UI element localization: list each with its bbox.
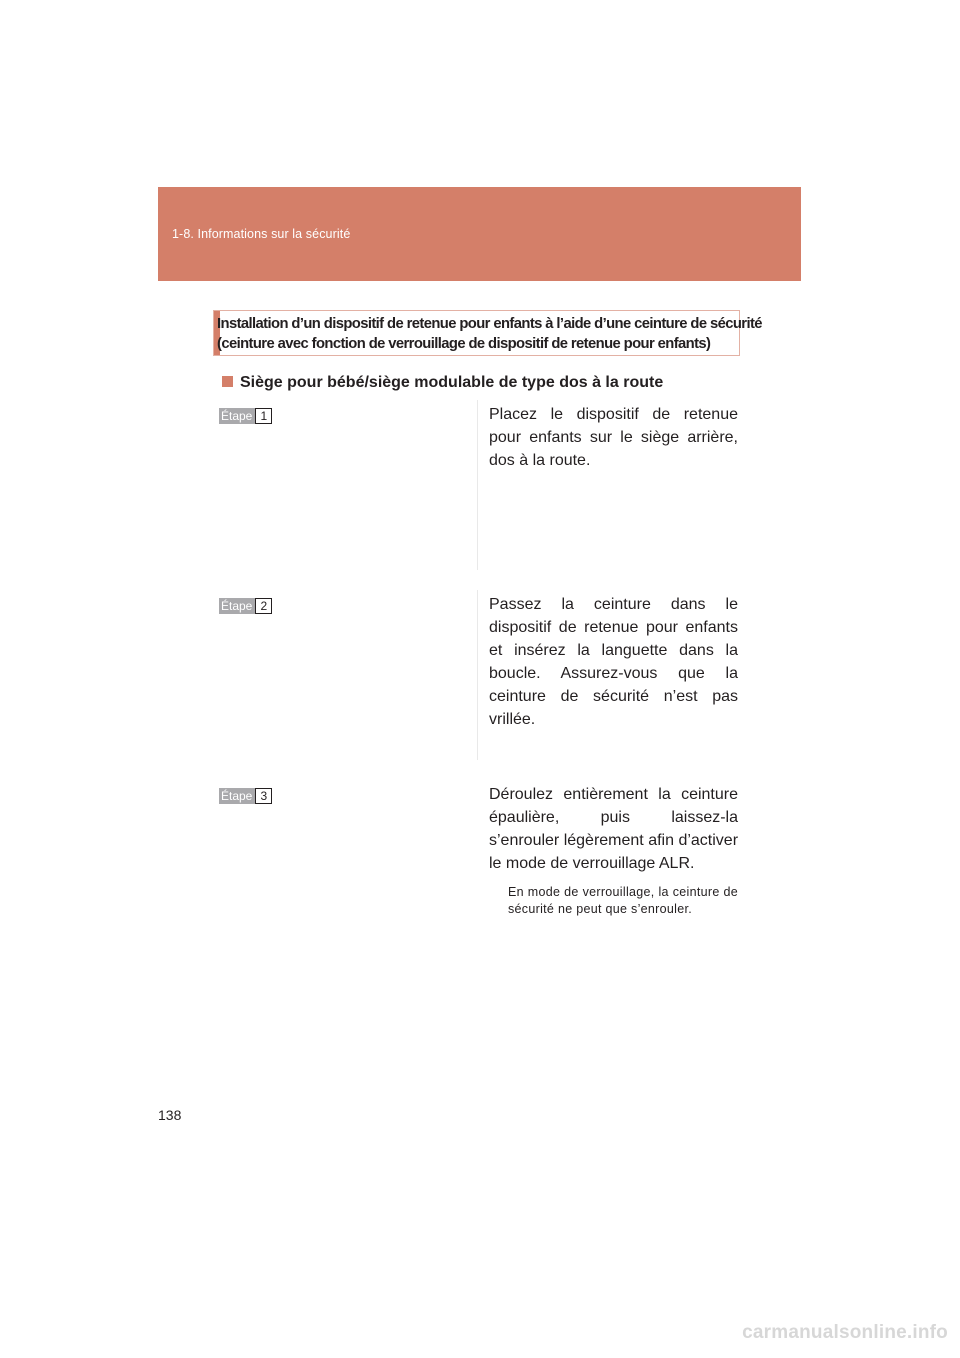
step-3-label: Étape <box>219 788 255 804</box>
step-3-text: Déroulez entièrement la ceinture épaulière, puis laissez-la s’enrouler légèrement afin d’activer le mode de verrouillage ALR. <box>489 786 739 872</box>
step-2-divider <box>477 590 478 760</box>
header-band <box>158 187 801 281</box>
step-2-tag <box>219 598 272 614</box>
square-bullet-icon <box>222 376 233 387</box>
instruction-title <box>217 314 762 354</box>
step-1-label: Étape <box>219 408 255 424</box>
step-1-divider <box>477 400 478 570</box>
page-number: 138 <box>158 1107 182 1123</box>
step-3-tag <box>219 788 272 804</box>
step-1-tag <box>219 408 272 424</box>
step-2-number: 2 <box>255 598 272 614</box>
step-3-number: 3 <box>255 788 272 804</box>
subheading <box>222 374 663 392</box>
instruction-title-line-1: Installation d’un dispositif de retenue pour enfants à l’aide d’une ceinture de sécurité <box>217 316 762 332</box>
step-2-text: Passez la ceinture dans le dispositif de retenue pour enfants et insérez la languette dans la boucle. Assurez-vous que la ceinture de sécurité n’est pas vrillée. <box>489 596 738 728</box>
instruction-title-box <box>213 310 762 356</box>
step-1-number: 1 <box>255 408 272 424</box>
subheading-text: Siège pour bébé/siège modulable de type dos à la route <box>240 374 664 391</box>
instruction-title-line-2: (ceinture avec fonction de verrouillage de dispositif de retenue pour enfants) <box>217 336 711 352</box>
step-3-note: En mode de verrouillage, la ceinture de sécurité ne peut que s’enrouler. <box>508 885 738 916</box>
step-2-label: Étape <box>219 598 255 614</box>
section-title: 1-8. Informations sur la sécurité <box>172 227 351 241</box>
watermark-logo: carmanualsonline.info <box>742 1322 948 1343</box>
step-1-text: Placez le dispositif de retenue pour enfants sur le siège arrière, dos à la route. <box>489 406 738 469</box>
